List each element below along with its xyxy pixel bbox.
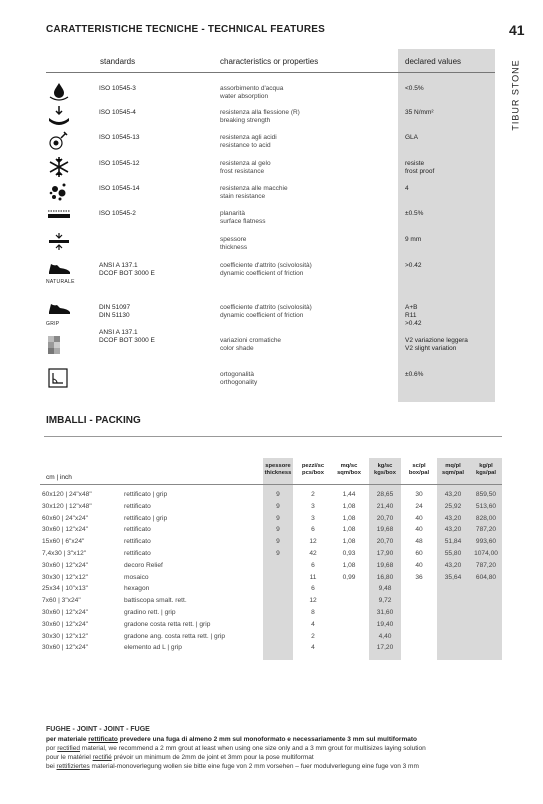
cell-size: 60x60 | 24"x24" bbox=[42, 514, 88, 522]
cell-kgs-pal: 859,50 bbox=[475, 491, 497, 498]
col-header-kgs-pal: kg/pl kgs/pal bbox=[476, 463, 496, 476]
cell-pcs-box: 6 bbox=[311, 561, 315, 569]
standard: ISO 10545-14 bbox=[99, 185, 140, 192]
shoe-grip-icon bbox=[44, 300, 74, 322]
cell-size: 30x60 | 12"x24" bbox=[42, 620, 88, 628]
cell-finish: rettificato bbox=[124, 502, 151, 510]
cell-sqm-box: 1,44 bbox=[342, 491, 356, 498]
cell-thickness: 9 bbox=[276, 526, 280, 534]
cell-pcs-box: 6 bbox=[311, 585, 315, 593]
cell-thickness: 9 bbox=[276, 514, 280, 522]
cell-size: 30x120 | 12"x48" bbox=[42, 502, 92, 510]
cell-finish: hexagon bbox=[124, 585, 150, 593]
cell-size: 30x60 | 12"x24" bbox=[42, 609, 88, 616]
char-en: water absorption bbox=[220, 93, 269, 100]
declared-value: ±0.6% bbox=[405, 371, 424, 378]
char-en: stain resistance bbox=[220, 193, 266, 200]
declared-value: 9 mm bbox=[405, 236, 422, 243]
cell-kgs-pal: 1074,00 bbox=[474, 550, 498, 557]
char-it: planarità bbox=[220, 210, 245, 217]
breaking-strength-icon bbox=[44, 105, 74, 127]
char-it: ortogonalità bbox=[220, 371, 254, 378]
cell-finish: battiscopa smalt. rett. bbox=[124, 597, 187, 605]
char-it: resistenza alle macchie bbox=[220, 185, 288, 192]
cell-pcs-box: 6 bbox=[311, 526, 315, 534]
cell-thickness: 9 bbox=[276, 502, 280, 510]
char-en: orthogonality bbox=[220, 379, 258, 386]
char-en: thickness bbox=[220, 244, 248, 251]
standard: ISO 10545-2 bbox=[99, 210, 136, 217]
char-en: dynamic coefficient of friction bbox=[220, 312, 304, 319]
declared-value-2: frost proof bbox=[405, 168, 435, 175]
header-declared-values: declared values bbox=[405, 57, 462, 66]
cell-sqm-box: 1,08 bbox=[342, 502, 356, 510]
cell-thickness: 9 bbox=[276, 550, 280, 557]
table-row bbox=[40, 548, 502, 560]
cell-kgs-box: 19,40 bbox=[376, 620, 394, 628]
stain-resistance-icon bbox=[44, 181, 74, 203]
header-standards: standards bbox=[100, 57, 136, 66]
cell-size: 30x60 | 12"x24" bbox=[42, 644, 88, 652]
declared-value: ±0.5% bbox=[405, 210, 424, 217]
declared-value: 4 bbox=[405, 185, 409, 192]
table-row bbox=[40, 583, 502, 595]
cell-kgs-box: 31,60 bbox=[376, 609, 394, 616]
side-label bbox=[506, 59, 521, 132]
cell-kgs-box: 19,68 bbox=[376, 526, 394, 534]
cell-kgs-box: 9,72 bbox=[378, 597, 392, 605]
cell-size: 30x30 | 12"x12" bbox=[42, 632, 88, 640]
char-it: spessore bbox=[220, 236, 247, 243]
joint-title: FUGHE - JOINT - JOINT - FUGE bbox=[46, 726, 150, 733]
cell-finish: decoro Relief bbox=[124, 561, 163, 569]
cell-kgs-pal: 993,60 bbox=[475, 538, 497, 546]
standard-4: DCOF BOT 3000 E bbox=[99, 337, 155, 344]
cell-kgs-box: 17,90 bbox=[376, 550, 394, 557]
standard: ISO 10545-12 bbox=[99, 160, 140, 167]
cell-sqm-pal: 55,80 bbox=[444, 550, 462, 557]
table-row bbox=[40, 513, 502, 525]
declared-value-2: V2 slight variation bbox=[405, 345, 457, 352]
cell-sqm-box: 1,08 bbox=[342, 538, 356, 546]
snowflake-icon bbox=[44, 156, 74, 178]
declared-value: >0.42 bbox=[405, 262, 422, 269]
cell-size: 15x60 | 6"x24" bbox=[42, 538, 85, 546]
cell-sqm-box: 1,08 bbox=[342, 526, 356, 534]
cell-sqm-pal: 43,20 bbox=[444, 526, 462, 534]
cell-box-pal: 48 bbox=[415, 538, 423, 546]
cell-finish: gradone costa retta rett. | grip bbox=[124, 620, 211, 628]
declared-value: V2 variazione leggera bbox=[405, 337, 468, 344]
table-row bbox=[40, 572, 502, 584]
char-it: resistenza alla flessione (R) bbox=[220, 109, 300, 116]
table-row bbox=[40, 524, 502, 536]
cell-sqm-pal: 43,20 bbox=[444, 514, 462, 522]
shoe-natural-icon bbox=[44, 258, 74, 280]
declared-value: 35 N/mm² bbox=[405, 109, 434, 116]
char-it: assorbimento d'acqua bbox=[220, 85, 284, 92]
header-divider bbox=[46, 72, 495, 73]
cell-size: 30x60 | 12"x24" bbox=[42, 526, 88, 534]
joint-text-fr: pour le matériel rectifié prévoir un minimum de 2mm de joint et 3mm pour la pose multiformat bbox=[46, 754, 314, 761]
cell-kgs-pal: 604,80 bbox=[475, 573, 497, 581]
col-header-kgs-box: kg/sc kgs/box bbox=[374, 463, 396, 476]
declared-value-3: >0.42 bbox=[405, 320, 422, 327]
cell-finish: rettificato bbox=[124, 550, 151, 557]
cell-pcs-box: 12 bbox=[309, 597, 317, 605]
table-row bbox=[40, 595, 502, 607]
declared-value-2: R11 bbox=[405, 312, 417, 319]
table-row bbox=[40, 607, 502, 619]
char-en: breaking strength bbox=[220, 117, 271, 124]
cell-size: 60x120 | 24"x48" bbox=[42, 491, 92, 498]
standard: DIN 51097 bbox=[99, 304, 131, 311]
header-characteristics: characteristics or properties bbox=[220, 57, 319, 66]
cell-size: 7x60 | 3"x24" bbox=[42, 597, 81, 605]
char-it: variazioni cromatiche bbox=[220, 337, 282, 344]
cell-box-pal: 36 bbox=[415, 573, 423, 581]
cell-kgs-box: 19,68 bbox=[376, 561, 394, 569]
cell-box-pal: 40 bbox=[415, 561, 423, 569]
cell-size: 7,4x30 | 3"x12" bbox=[42, 550, 87, 557]
table-row bbox=[40, 619, 502, 631]
char-en: dynamic coefficient of friction bbox=[220, 270, 304, 277]
cell-pcs-box: 11 bbox=[309, 573, 317, 581]
col-header-sqm-pal: mq/pl sqm/pal bbox=[442, 463, 464, 476]
cell-size: 30x30 | 12"x12" bbox=[42, 573, 88, 581]
cell-kgs-pal: 513,60 bbox=[475, 502, 497, 510]
cell-pcs-box: 8 bbox=[311, 609, 315, 616]
cell-kgs-box: 4,40 bbox=[378, 632, 392, 640]
declared-value: A+B bbox=[405, 304, 418, 311]
cell-finish: gradino rett. | grip bbox=[124, 609, 176, 616]
joint-text-en: por rectified material, we recommend a 2 mm grout at least when using one size only and a 3 mm grout for multisizes laying solution bbox=[46, 745, 426, 752]
cell-kgs-pal: 828,00 bbox=[475, 514, 497, 522]
standard-2: DCOF BOT 3000 E bbox=[99, 270, 155, 277]
table-row bbox=[40, 631, 502, 643]
joint-text-it: per materiale rettificato prevedere una fuga di almeno 2 mm sul monoformato e necessariamente 3 mm sul multiformato bbox=[46, 736, 417, 743]
char-it: resistenza agli acidi bbox=[220, 134, 277, 141]
char-it: resistenza al gelo bbox=[220, 160, 271, 167]
cell-kgs-box: 17,20 bbox=[376, 644, 394, 652]
cell-finish: rettificato | grip bbox=[124, 491, 168, 498]
cell-sqm-pal: 35,64 bbox=[444, 573, 462, 581]
cell-kgs-box: 28,65 bbox=[376, 491, 394, 498]
char-en: surface flatness bbox=[220, 218, 266, 225]
col-header-sqm-box: mq/sc sqm/box bbox=[337, 463, 361, 476]
packing-divider bbox=[44, 436, 502, 437]
cell-kgs-box: 20,70 bbox=[376, 514, 394, 522]
col-header-thickness: spessore thickness bbox=[264, 463, 292, 476]
size-header: cm | inch bbox=[46, 474, 72, 481]
cell-finish: rettificato | grip bbox=[124, 514, 168, 522]
cell-sqm-pal: 25,92 bbox=[444, 502, 462, 510]
packing-header-line bbox=[40, 484, 502, 485]
cell-pcs-box: 4 bbox=[311, 620, 315, 628]
water-drop-icon bbox=[44, 81, 74, 103]
cell-pcs-box: 42 bbox=[309, 550, 317, 557]
icon-label-natural: NATURALE bbox=[46, 279, 75, 285]
table-row bbox=[40, 560, 502, 572]
cell-box-pal: 40 bbox=[415, 514, 423, 522]
side-label-text: TIBUR STONE bbox=[510, 59, 521, 131]
cell-pcs-box: 12 bbox=[309, 538, 317, 546]
col-header-box-pal: sc/pl box/pal bbox=[408, 463, 430, 476]
cell-kgs-box: 21,40 bbox=[376, 502, 394, 510]
standard-2: DIN 51130 bbox=[99, 312, 130, 319]
acid-resistance-icon bbox=[44, 130, 74, 152]
cell-kgs-pal: 787,20 bbox=[475, 526, 497, 534]
cell-kgs-box: 16,80 bbox=[376, 573, 394, 581]
cell-finish: mosaico bbox=[124, 573, 149, 581]
declared-value: <0.5% bbox=[405, 85, 424, 92]
table-row bbox=[40, 642, 502, 654]
cell-sqm-box: 1,08 bbox=[342, 561, 356, 569]
cell-sqm-box: 1,08 bbox=[342, 514, 356, 522]
cell-pcs-box: 4 bbox=[311, 644, 315, 652]
standard: ISO 10545-4 bbox=[99, 109, 136, 116]
cell-finish: gradone ang. costa retta rett. | grip bbox=[124, 632, 226, 640]
char-en: color shade bbox=[220, 345, 254, 352]
cell-sqm-pal: 43,20 bbox=[444, 561, 462, 569]
table-row bbox=[40, 501, 502, 513]
cell-pcs-box: 2 bbox=[311, 632, 315, 640]
cell-sqm-pal: 51,84 bbox=[444, 538, 462, 546]
char-it: coefficiente d'attrito (scivolosità) bbox=[220, 304, 312, 311]
table-row bbox=[40, 536, 502, 548]
cell-pcs-box: 3 bbox=[311, 514, 315, 522]
flatness-icon bbox=[44, 206, 74, 228]
declared-value: resiste bbox=[405, 160, 425, 167]
col-header-pcs-box: pezzi/sc pcs/box bbox=[301, 463, 325, 476]
standard: ANSI A 137.1 bbox=[99, 262, 138, 269]
cell-kgs-box: 20,70 bbox=[376, 538, 394, 546]
cell-kgs-box: 9,48 bbox=[378, 585, 392, 593]
standard: ISO 10545-3 bbox=[99, 85, 136, 92]
table-row bbox=[40, 489, 502, 501]
cell-finish: rettificato bbox=[124, 526, 151, 534]
standard-3: ANSI A 137.1 bbox=[99, 329, 138, 336]
cell-box-pal: 60 bbox=[415, 550, 423, 557]
packing-title: IMBALLI - PACKING bbox=[46, 415, 141, 426]
cell-finish: elemento ad L | grip bbox=[124, 644, 182, 652]
cell-pcs-box: 2 bbox=[311, 491, 315, 498]
cell-sqm-pal: 43,20 bbox=[444, 491, 462, 498]
cell-pcs-box: 3 bbox=[311, 502, 315, 510]
cell-size: 25x34 | 10"x13" bbox=[42, 585, 88, 593]
icon-label-grip: GRIP bbox=[46, 321, 60, 327]
cell-sqm-box: 0,93 bbox=[342, 550, 356, 557]
declared-value: GLA bbox=[405, 134, 419, 141]
cell-box-pal: 24 bbox=[415, 502, 423, 510]
char-en: frost resistance bbox=[220, 168, 265, 175]
cell-size: 30x60 | 12"x24" bbox=[42, 561, 88, 569]
cell-kgs-pal: 787,20 bbox=[475, 561, 497, 569]
page-number: 41 bbox=[509, 22, 525, 38]
cell-thickness: 9 bbox=[276, 491, 280, 498]
color-shade-icon bbox=[44, 333, 74, 355]
page-title: CARATTERISTICHE TECNICHE - TECHNICAL FEATURES bbox=[46, 24, 325, 35]
cell-finish: rettificato bbox=[124, 538, 151, 546]
cell-box-pal: 40 bbox=[415, 526, 423, 534]
standard: ISO 10545-13 bbox=[99, 134, 140, 141]
orthogonality-icon bbox=[44, 367, 74, 389]
cell-sqm-box: 0,99 bbox=[342, 573, 356, 581]
joint-text-de: bei rettifiziertes material-monoverlegung wollen sie bitte eine fuge von 2 mm vorsehen – fuer modulverlegung eine fuge von 3 mm bbox=[46, 763, 419, 770]
char-it: coefficiente d'attrito (scivolosità) bbox=[220, 262, 312, 269]
cell-thickness: 9 bbox=[276, 538, 280, 546]
cell-box-pal: 30 bbox=[415, 491, 423, 498]
thickness-icon bbox=[44, 232, 74, 254]
char-en: resistance to acid bbox=[220, 142, 271, 149]
